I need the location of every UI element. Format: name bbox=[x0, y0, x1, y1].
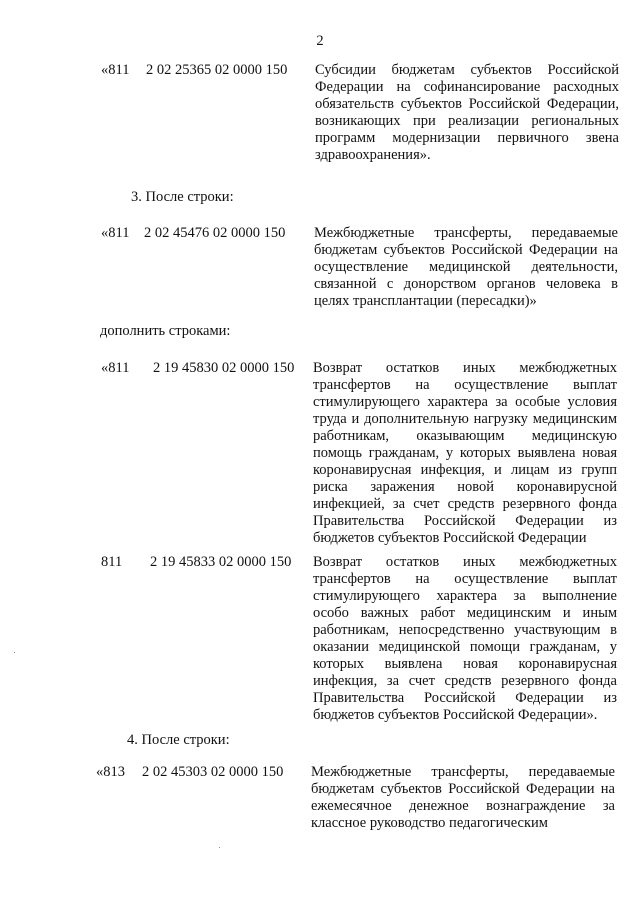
row-code: 2 02 45303 02 0000 150 bbox=[142, 764, 284, 780]
row-description: Межбюджетные трансферты, передаваемые бюджетам субъектов Российской Федерации на ежемесячное денежное вознаграждение за классное руководство педагогическим bbox=[311, 764, 615, 831]
row-prefix: «811 bbox=[101, 360, 130, 376]
row-prefix: «811 bbox=[101, 225, 130, 241]
scan-speck bbox=[14, 652, 15, 653]
scan-speck bbox=[219, 847, 220, 848]
row-code: 2 02 45476 02 0000 150 bbox=[144, 225, 286, 241]
row-code: 2 02 25365 02 0000 150 bbox=[146, 62, 288, 78]
row-description: Межбюджетные трансферты, передаваемые бюджетам субъектов Российской Федерации на осуществление медицинской деятельности, связанной с донорством органов человека в целях трансплантации (пересадки)» bbox=[314, 225, 618, 309]
row-description: Возврат остатков иных межбюджетных трансфертов на осуществление выплат стимулирующего характера за выполнение особо важных работ медицинским и иным работникам, непосредственно участвующим в оказании медицинской помощи гражданам, у которых выявлена новая коронавирусная инфекция, за счет средств резервного фонда Правительства Российской Федерации из бюджетов субъектов Российской Федерации». bbox=[313, 554, 617, 723]
instruction-after-row-4: 4. После строки: bbox=[127, 732, 230, 748]
instruction-after-row-3: 3. После строки: bbox=[131, 189, 234, 205]
page-number: 2 bbox=[316, 33, 324, 49]
instruction-add-rows: дополнить строками: bbox=[100, 323, 231, 339]
row-description: Возврат остатков иных межбюджетных трансфертов на осуществление выплат стимулирующего характера за особые условия труда и дополнительную нагрузку медицинским работникам, оказывающим медицинскую помощь гражданам, у которых выявлена новая коронавирусная инфекция, и лицам из групп риска заражения новой коронавирусной инфекцией, за счет средств резервного фонда Правительства Российской Федерации из бюджетов субъектов Российской Федерации bbox=[313, 360, 617, 546]
row-code: 2 19 45830 02 0000 150 bbox=[153, 360, 295, 376]
row-prefix: «811 bbox=[101, 62, 130, 78]
row-description: Субсидии бюджетам субъектов Российской Федерации на софинансирование расходных обязательств субъектов Российской Федерации, возникающих при реализации региональных программ модернизации первичного звена здравоохранения». bbox=[315, 62, 619, 163]
row-prefix: «813 bbox=[96, 764, 125, 780]
row-prefix: 811 bbox=[101, 554, 123, 570]
row-code: 2 19 45833 02 0000 150 bbox=[150, 554, 292, 570]
